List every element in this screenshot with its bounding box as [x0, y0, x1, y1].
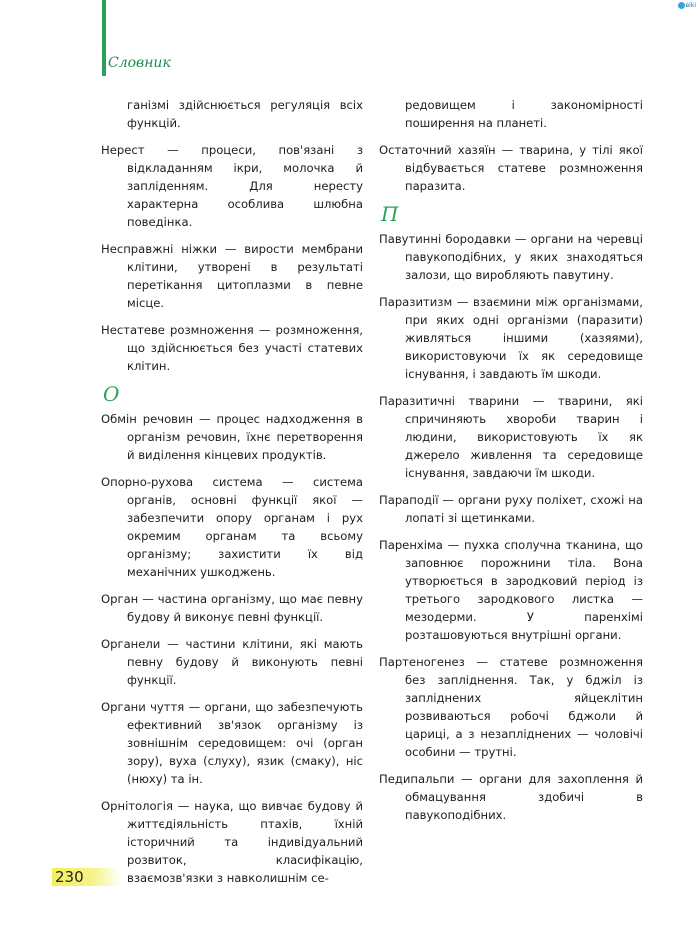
glossary-definition: — наука, що вивчає будову й життєдіяльність птахів, їхній історичний та індивідуальний розвиток, класифікацію, взаємозв'язки з навколишнім се-	[127, 799, 363, 885]
glossary-entry	[379, 491, 643, 527]
glossary-term: Паразитичні тварини	[379, 394, 520, 408]
glossary-term: Нестатеве розмноження	[101, 323, 254, 337]
glossary-term: Параподії	[379, 493, 439, 507]
glossary-definition: — взаємини між організмами, при яких одні організми (паразити) живляться іншими (хазяями), використовуючи їх як середовище існування, і завдають їм шкоди.	[405, 295, 643, 381]
glossary-term: Орган	[101, 592, 139, 606]
glossary-entry-continuation: ганізмі здійснюється регуляція всіх функцій.	[127, 98, 363, 130]
page-number: 230	[52, 868, 121, 886]
glossary-entry	[101, 240, 363, 312]
glossary-entry	[101, 321, 363, 375]
glossary-entry	[379, 293, 643, 383]
glossary-entry-continuation: редовищем і закономірності поширення на планеті.	[405, 98, 643, 130]
glossary-entry	[101, 410, 363, 464]
glossary-definition: — органи, що забезпечують ефективний зв'язок організму із зовнішнім середовищем: очі (орган зору), вуха (слуху), язик (смаку), ніс (нюху) та ін.	[127, 700, 363, 786]
glossary-entry	[379, 536, 643, 644]
glossary-term: Павутинні бородавки	[379, 232, 511, 246]
badge-dot-icon	[678, 2, 685, 9]
alphabet-letter-heading: О	[103, 382, 120, 406]
glossary-definition: — частини клітини, які мають певну будову й виконують певні функції.	[127, 637, 363, 687]
glossary-term: Несправжні ніжки	[101, 242, 217, 256]
glossary-term: Остаточний хазяїн	[379, 143, 496, 157]
glossary-definition: — органи на черевці павукоподібних, у яких знаходяться залози, що виробляють павутину.	[405, 232, 643, 282]
glossary-term: Орнітологія	[101, 799, 173, 813]
glossary-entry	[379, 230, 643, 284]
glossary-definition: — статеве розмноження без запліднення. Так, у бджіл із запліднених яйцеклітин розвиваються робочі бджоли й цариці, а з незапліднених — чоловічі особини — трутні.	[405, 655, 643, 759]
corner-badge	[678, 2, 696, 9]
glossary-definition: — процес надходження в організм речовин, їхнє перетворення й виділення кінцевих продуктів.	[127, 412, 363, 462]
glossary-entry	[101, 141, 363, 231]
glossary-entry	[101, 797, 363, 887]
glossary-term: Нерест	[101, 143, 145, 157]
glossary-definition: — система органів, основні функції якої — забезпечити опору органам і рух окремим органам та всьому організму; захистити їх від механічних ушкоджень.	[127, 475, 363, 579]
glossary-definition: — тварина, у тілі якої відбувається статеве розмноження паразита.	[405, 143, 643, 193]
glossary-definition: — процеси, пов'язані з відкладанням ікри, молочка й запліденням. Для нересту характерна особлива шлюбна поведінка.	[127, 143, 363, 229]
glossary-entry	[379, 392, 643, 482]
glossary-entry	[101, 590, 363, 626]
left-column	[101, 96, 363, 896]
glossary-entry	[379, 141, 643, 195]
section-title: Словник	[108, 55, 171, 71]
glossary-term: Органели	[101, 637, 161, 651]
glossary-term: Паразитизм	[379, 295, 453, 309]
glossary-term: Опорно-рухова система	[101, 475, 263, 489]
alphabet-letter-heading: П	[381, 202, 399, 226]
glossary-definition: — вирости мембрани клітини, утворені в результаті перетікання цитоплазми в певне місце.	[127, 242, 363, 310]
glossary-definition: — розмноження, що здійснюється без участі статевих клітин.	[127, 323, 363, 373]
glossary-entry	[101, 698, 363, 788]
glossary-term: Педипальпи	[379, 772, 455, 786]
header-accent-rule	[102, 0, 106, 76]
glossary-definition: — органи для захоплення й обмацування здобичі в павукоподібних.	[405, 772, 643, 822]
glossary-definition: — пухка сполучна тканина, що заповнює порожнини тіла. Вона утворюється в зародковий період із третього зародкового листка — мезодерми. У паренхімі розташовуються внутрішні органи.	[405, 538, 643, 642]
glossary-entry	[101, 635, 363, 689]
glossary-definition: — частина організму, що має певну будову й виконує певні функції.	[127, 592, 363, 624]
right-column	[379, 96, 643, 833]
glossary-entry	[379, 770, 643, 824]
glossary-entry	[101, 473, 363, 581]
glossary-term: Обмін речовин	[101, 412, 194, 426]
glossary-definition: — органи руху поліхет, схожі на лопаті зі щетинками.	[405, 493, 643, 525]
glossary-term: Паренхіма	[379, 538, 443, 552]
corner-badge-label: вiki	[685, 2, 696, 9]
glossary-term: Партеногенез	[379, 655, 465, 669]
glossary-entry	[379, 653, 643, 761]
glossary-definition: — тварини, які спричиняють хвороби тварин і людини, використовують їх як джерело живлення та середовище існування, завдаючи їм шкоди.	[405, 394, 644, 480]
glossary-term: Органи чуття	[101, 700, 185, 714]
